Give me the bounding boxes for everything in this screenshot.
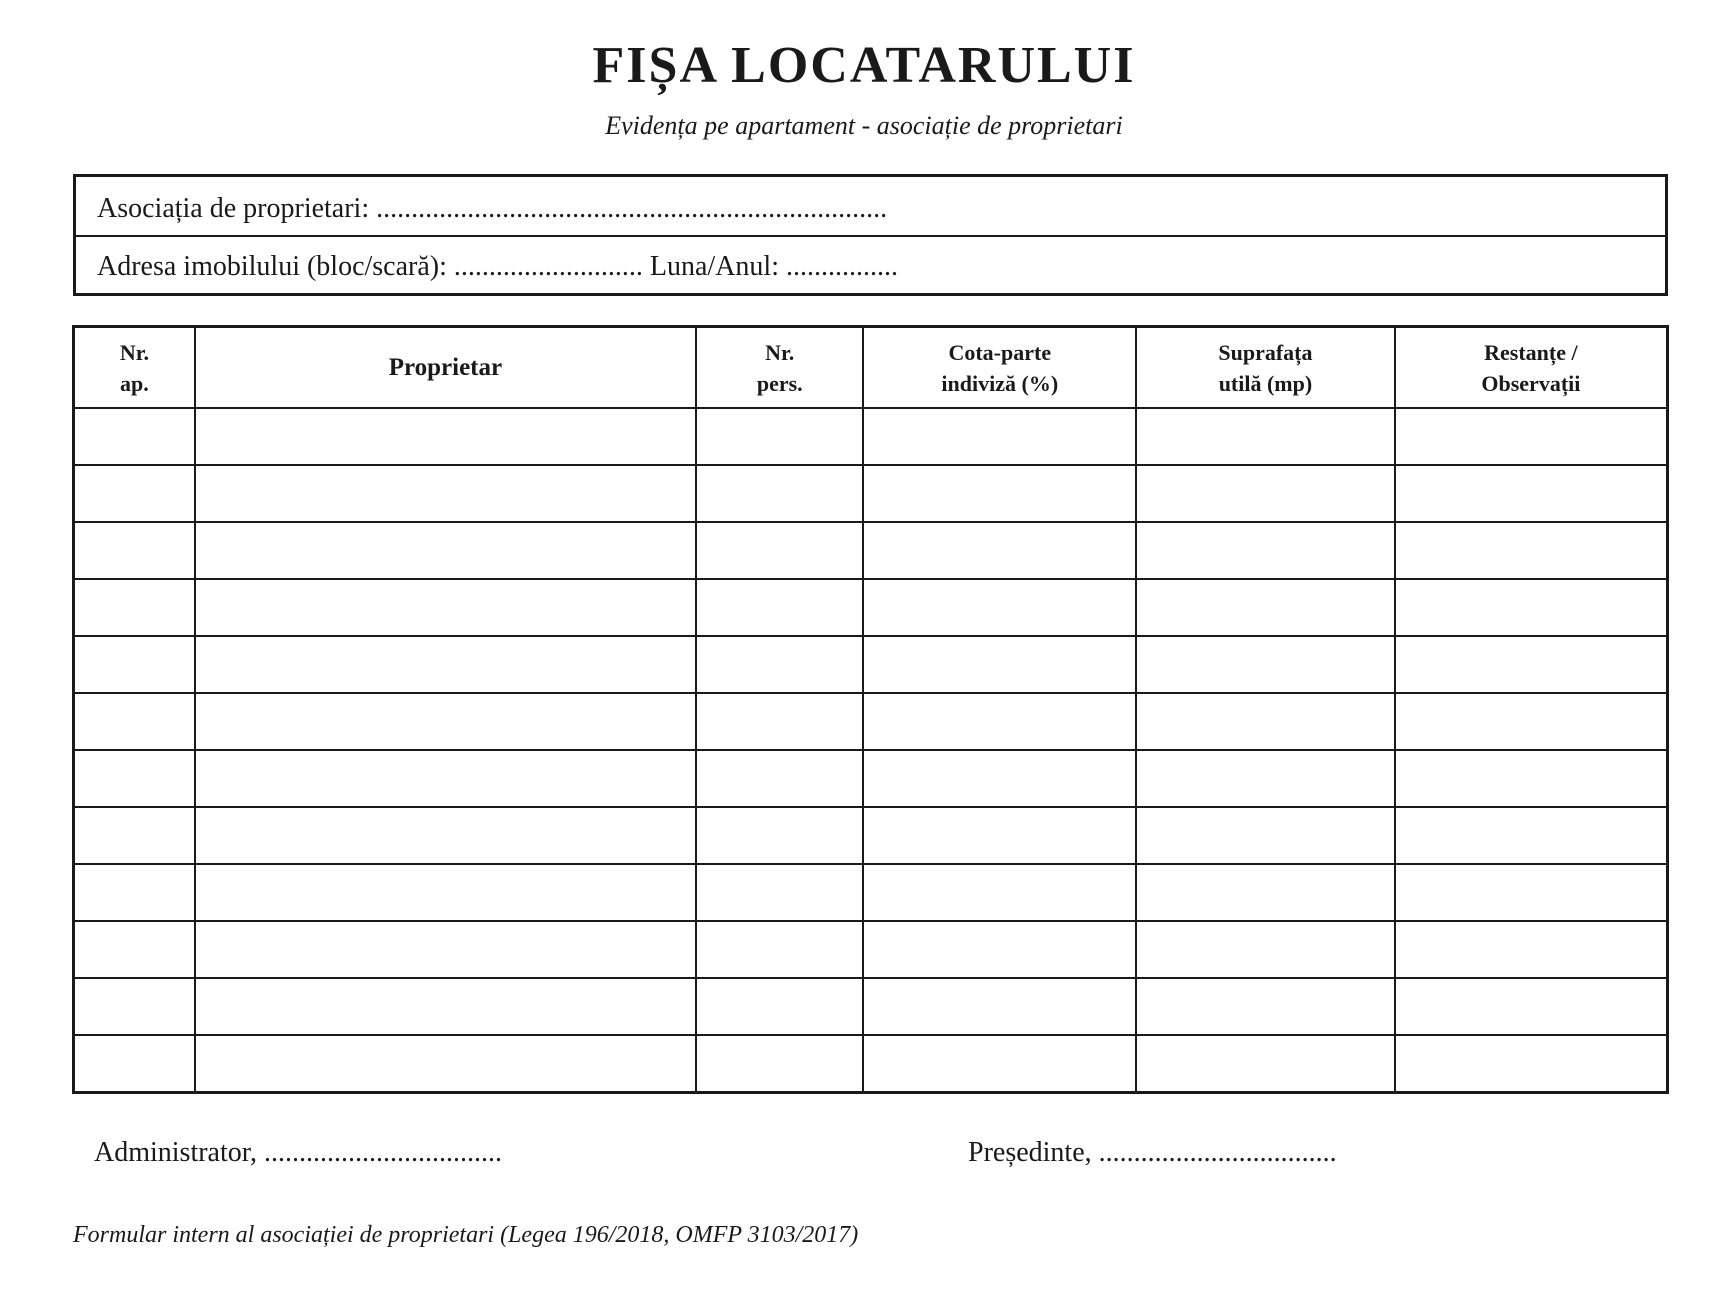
legal-footer-note: Formular intern al asociației de proprietari (Legea 196/2018, OMFP 3103/2017) <box>73 1222 859 1248</box>
cell-owner[interactable] <box>195 636 696 693</box>
header-arrears-notes: Restanțe / Observații <box>1395 327 1668 409</box>
cell-indivisible-share[interactable] <box>863 408 1136 465</box>
cell-arrears-notes[interactable] <box>1395 636 1668 693</box>
cell-persons-no[interactable] <box>696 522 863 579</box>
table-row <box>74 807 1668 864</box>
cell-arrears-notes[interactable] <box>1395 579 1668 636</box>
cell-arrears-notes[interactable] <box>1395 465 1668 522</box>
association-field[interactable]: Asociația de proprietari: ......................................................................... <box>76 177 1665 237</box>
cell-persons-no[interactable] <box>696 693 863 750</box>
header-usable-area: Suprafața utilă (mp) <box>1136 327 1395 409</box>
table-row <box>74 693 1668 750</box>
cell-indivisible-share[interactable] <box>863 750 1136 807</box>
cell-indivisible-share[interactable] <box>863 864 1136 921</box>
cell-indivisible-share[interactable] <box>863 579 1136 636</box>
cell-apartment-no[interactable] <box>74 636 195 693</box>
administrator-signature[interactable]: Administrator, .................................. <box>94 1137 502 1168</box>
cell-usable-area[interactable] <box>1136 579 1395 636</box>
cell-arrears-notes[interactable] <box>1395 522 1668 579</box>
cell-indivisible-share[interactable] <box>863 807 1136 864</box>
cell-persons-no[interactable] <box>696 408 863 465</box>
cell-persons-no[interactable] <box>696 465 863 522</box>
cell-arrears-notes[interactable] <box>1395 978 1668 1035</box>
cell-arrears-notes[interactable] <box>1395 1035 1668 1093</box>
cell-arrears-notes[interactable] <box>1395 921 1668 978</box>
cell-arrears-notes[interactable] <box>1395 864 1668 921</box>
cell-apartment-no[interactable] <box>74 408 195 465</box>
cell-indivisible-share[interactable] <box>863 636 1136 693</box>
cell-apartment-no[interactable] <box>74 693 195 750</box>
cell-apartment-no[interactable] <box>74 1035 195 1093</box>
address-period-field[interactable]: Adresa imobilului (bloc/scară): ........................... Luna/Anul: ................ <box>97 251 898 282</box>
cell-persons-no[interactable] <box>696 579 863 636</box>
cell-usable-area[interactable] <box>1136 921 1395 978</box>
cell-owner[interactable] <box>195 750 696 807</box>
cell-indivisible-share[interactable] <box>863 693 1136 750</box>
header-apartment-no: Nr. ap. <box>74 327 195 409</box>
cell-indivisible-share[interactable] <box>863 1035 1136 1093</box>
table-row <box>74 921 1668 978</box>
header-persons-no: Nr. pers. <box>696 327 863 409</box>
cell-owner[interactable] <box>195 579 696 636</box>
president-signature[interactable]: Președinte, .................................. <box>968 1137 1337 1168</box>
cell-usable-area[interactable] <box>1136 408 1395 465</box>
cell-arrears-notes[interactable] <box>1395 807 1668 864</box>
table-row <box>74 978 1668 1035</box>
table-row <box>74 864 1668 921</box>
header-indivisible-share: Cota-parte indiviză (%) <box>863 327 1136 409</box>
cell-arrears-notes[interactable] <box>1395 693 1668 750</box>
form-title: FIȘA LOCATARULUI <box>592 37 1136 94</box>
table-row <box>74 750 1668 807</box>
cell-apartment-no[interactable] <box>74 921 195 978</box>
cell-apartment-no[interactable] <box>74 465 195 522</box>
cell-usable-area[interactable] <box>1136 864 1395 921</box>
table-header-row <box>74 327 1668 409</box>
cell-apartment-no[interactable] <box>74 807 195 864</box>
cell-owner[interactable] <box>195 807 696 864</box>
tenant-table <box>72 325 1669 1094</box>
cell-usable-area[interactable] <box>1136 750 1395 807</box>
cell-indivisible-share[interactable] <box>863 465 1136 522</box>
table-row <box>74 465 1668 522</box>
cell-usable-area[interactable] <box>1136 978 1395 1035</box>
table-row <box>74 1035 1668 1093</box>
header-owner: Proprietar <box>195 327 696 409</box>
cell-persons-no[interactable] <box>696 807 863 864</box>
cell-apartment-no[interactable] <box>74 750 195 807</box>
form-subtitle: Evidența pe apartament - asociație de proprietari <box>605 111 1123 140</box>
cell-usable-area[interactable] <box>1136 636 1395 693</box>
cell-apartment-no[interactable] <box>74 978 195 1035</box>
cell-usable-area[interactable] <box>1136 807 1395 864</box>
cell-owner[interactable] <box>195 921 696 978</box>
cell-owner[interactable] <box>195 1035 696 1093</box>
cell-indivisible-share[interactable] <box>863 522 1136 579</box>
cell-arrears-notes[interactable] <box>1395 750 1668 807</box>
cell-owner[interactable] <box>195 408 696 465</box>
cell-apartment-no[interactable] <box>74 522 195 579</box>
table-row <box>74 579 1668 636</box>
cell-owner[interactable] <box>195 522 696 579</box>
cell-persons-no[interactable] <box>696 636 863 693</box>
cell-owner[interactable] <box>195 693 696 750</box>
table-row <box>74 522 1668 579</box>
table-row <box>74 408 1668 465</box>
cell-usable-area[interactable] <box>1136 693 1395 750</box>
cell-persons-no[interactable] <box>696 1035 863 1093</box>
cell-persons-no[interactable] <box>696 921 863 978</box>
cell-usable-area[interactable] <box>1136 465 1395 522</box>
cell-persons-no[interactable] <box>696 978 863 1035</box>
cell-apartment-no[interactable] <box>74 864 195 921</box>
cell-apartment-no[interactable] <box>74 579 195 636</box>
cell-owner[interactable] <box>195 978 696 1035</box>
cell-arrears-notes[interactable] <box>1395 408 1668 465</box>
cell-persons-no[interactable] <box>696 750 863 807</box>
cell-owner[interactable] <box>195 465 696 522</box>
table-row <box>74 636 1668 693</box>
table-body <box>74 408 1668 1093</box>
cell-persons-no[interactable] <box>696 864 863 921</box>
cell-usable-area[interactable] <box>1136 522 1395 579</box>
info-box <box>73 174 1668 296</box>
cell-usable-area[interactable] <box>1136 1035 1395 1093</box>
cell-indivisible-share[interactable] <box>863 921 1136 978</box>
cell-indivisible-share[interactable] <box>863 978 1136 1035</box>
cell-owner[interactable] <box>195 864 696 921</box>
